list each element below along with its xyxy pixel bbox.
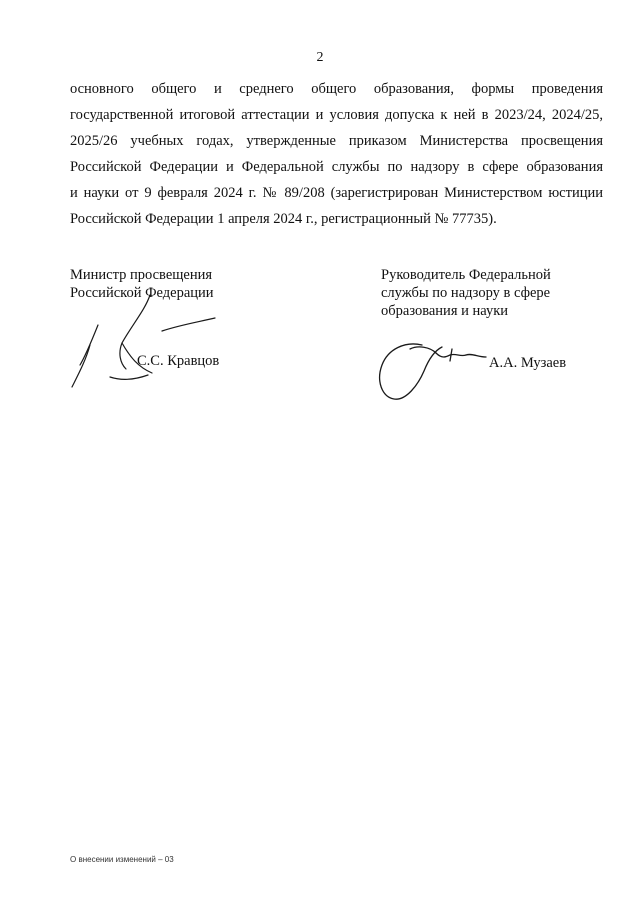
footer-note: О внесении изменений – 03: [70, 855, 174, 864]
head-name: А.А. Музаев: [489, 355, 567, 371]
head-title-line-2: службы по надзору в сфере: [381, 285, 551, 301]
head-title-line-3: образования и науки: [381, 303, 509, 319]
body-line-2: государственной итоговой аттестации и условия допуска к ней в 2023/24, 2024/25,: [70, 107, 603, 123]
minister-title-line-2: Российской Федерации: [70, 285, 214, 301]
document-body: [70, 76, 603, 232]
minister-title-line-1: Министр просвещения: [70, 267, 213, 283]
head-signature-image: [370, 335, 490, 410]
minister-name: С.С. Кравцов: [137, 353, 220, 369]
body-line-1: основного общего и среднего общего образования, формы проведения: [70, 81, 603, 97]
minister-signature-image: [60, 285, 230, 395]
head-title: [381, 266, 551, 320]
body-line-6: Российской Федерации 1 апреля 2024 г., регистрационный № 77735).: [70, 211, 497, 227]
body-line-4: Российской Федерации и Федеральной службы по надзору в сфере образования: [70, 159, 603, 175]
page-number: 2: [316, 50, 324, 65]
body-line-3: 2025/26 учебных годах, утвержденные приказом Министерства просвещения: [70, 133, 603, 149]
head-title-line-1: Руководитель Федеральной: [381, 267, 551, 283]
body-line-5: и науки от 9 февраля 2024 г. № 89/208 (зарегистрирован Министерством юстиции: [70, 185, 603, 201]
